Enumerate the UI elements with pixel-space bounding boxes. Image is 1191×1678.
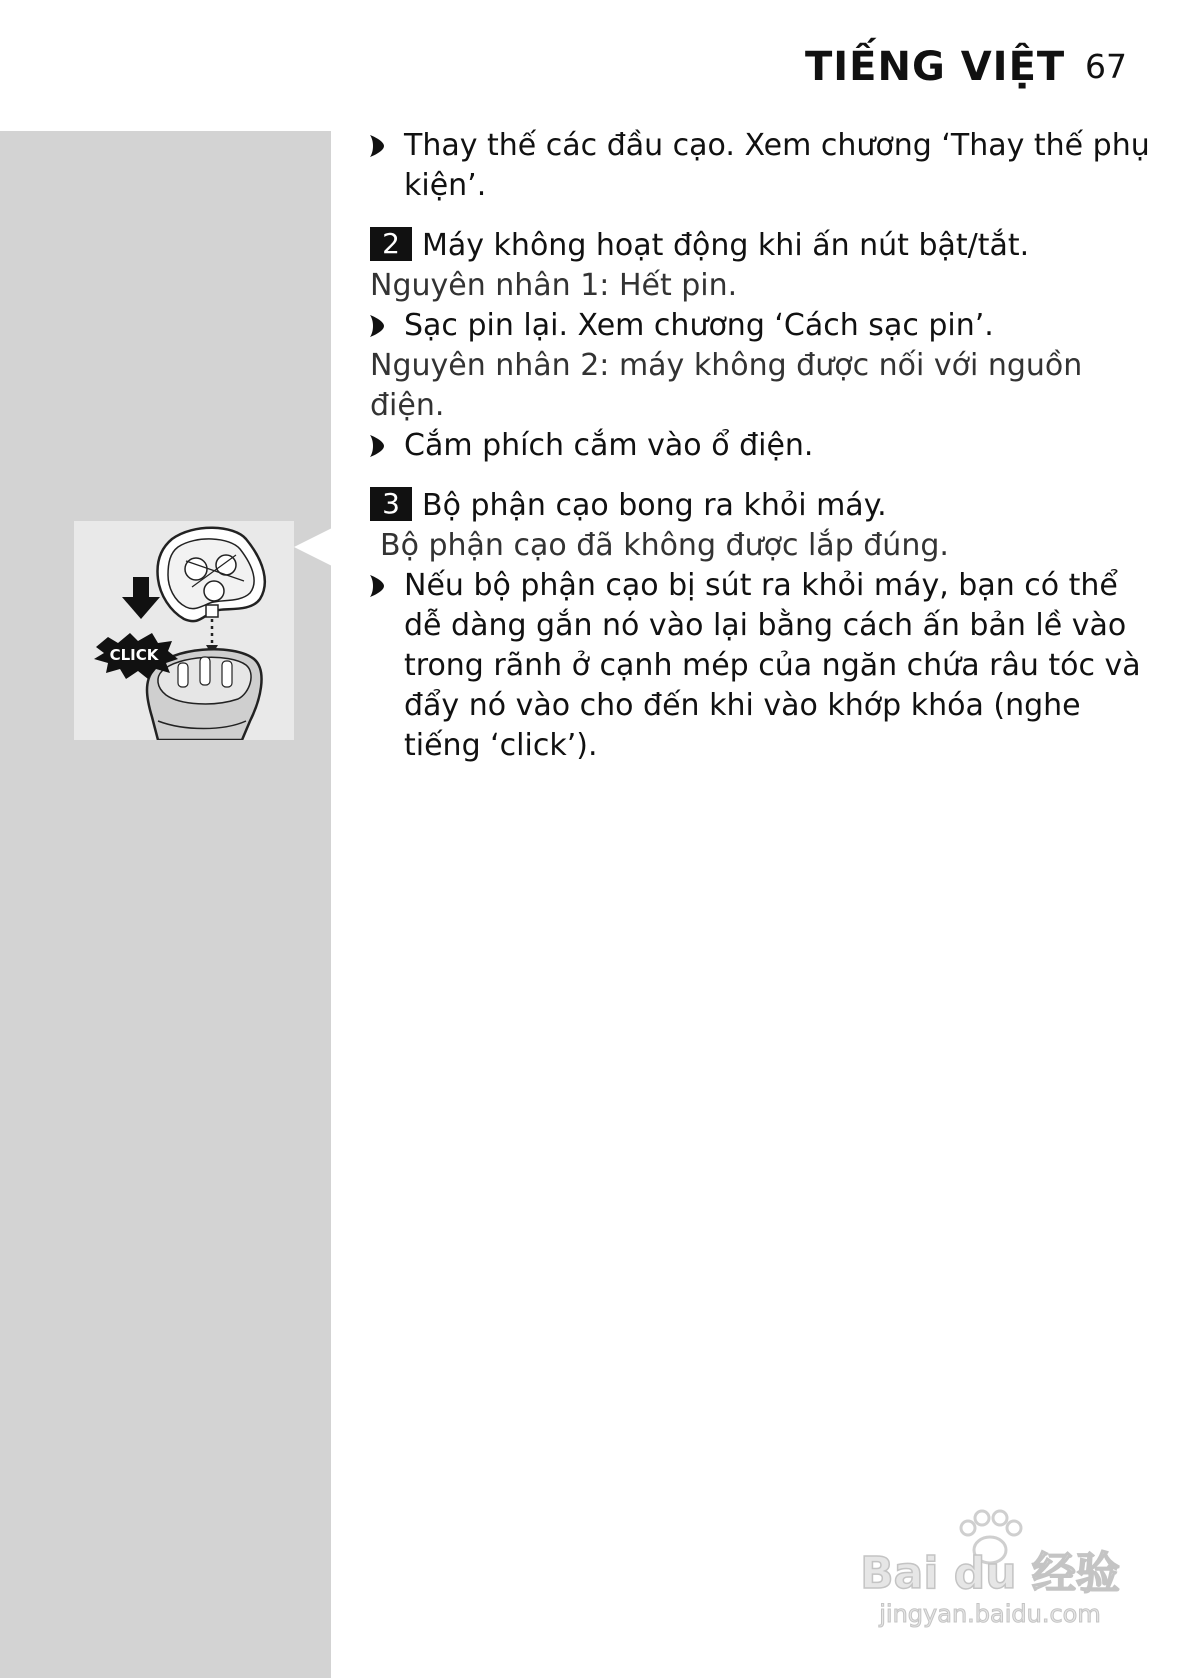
bullet-item (370, 426, 1150, 466)
bullet-item (370, 306, 1150, 346)
bullet-text: Nếu bộ phận cạo bị sút ra khỏi máy, bạn có thể dễ dàng gắn nó vào lại bằng cách ấn bản lề vào trong rãnh ở cạnh mép của ngăn chứa râu tóc và đẩy nó vào cho đến khi vào khớp khóa (nghe tiếng ‘click’). (404, 568, 1141, 763)
bullet-arrow-icon (370, 426, 394, 466)
section-title: Máy không hoạt động khi ấn nút bật/tắt. (422, 228, 1030, 263)
section-2-heading (370, 226, 1150, 266)
shaving-head-drawing (158, 528, 265, 621)
bullet-item (370, 126, 1150, 206)
step-number: 2 (370, 227, 412, 261)
callout-pointer (294, 527, 334, 587)
bullet-arrow-icon (370, 306, 394, 346)
bullet-item (370, 566, 1150, 766)
section-title: Bộ phận cạo bong ra khỏi máy. (422, 488, 887, 523)
bullet-text: Thay thế các đầu cạo. Xem chương ‘Thay thế phụ kiện’. (404, 128, 1150, 203)
click-label: CLICK (109, 646, 159, 664)
baidu-watermark (840, 1500, 1140, 1630)
cause-text: Nguyên nhân 2: máy không được nối với nguồn điện. (370, 348, 1083, 423)
bullet-arrow-icon (370, 126, 394, 166)
bullet-text: Cắm phích cắm vào ổ điện. (404, 428, 814, 463)
down-arrow-icon (122, 577, 160, 619)
page-number: 67 (1085, 47, 1127, 86)
bullet-text: Sạc pin lại. Xem chương ‘Cách sạc pin’. (404, 308, 994, 343)
step-number: 3 (370, 487, 412, 521)
shaving-unit-illustration (74, 521, 294, 740)
cause-text: Nguyên nhân 1: Hết pin. (370, 268, 738, 303)
watermark-brand: Bai du 经验 (860, 1548, 1120, 1599)
watermark-url: jingyan.baidu.com (879, 1600, 1101, 1628)
section-3-heading (370, 486, 1150, 526)
language-heading: TIẾNG VIỆT (805, 44, 1066, 90)
main-content (370, 126, 1150, 766)
cause-text: Bộ phận cạo đã không được lắp đúng. (380, 528, 949, 563)
left-margin-band (0, 131, 331, 1678)
bullet-arrow-icon (370, 566, 394, 606)
